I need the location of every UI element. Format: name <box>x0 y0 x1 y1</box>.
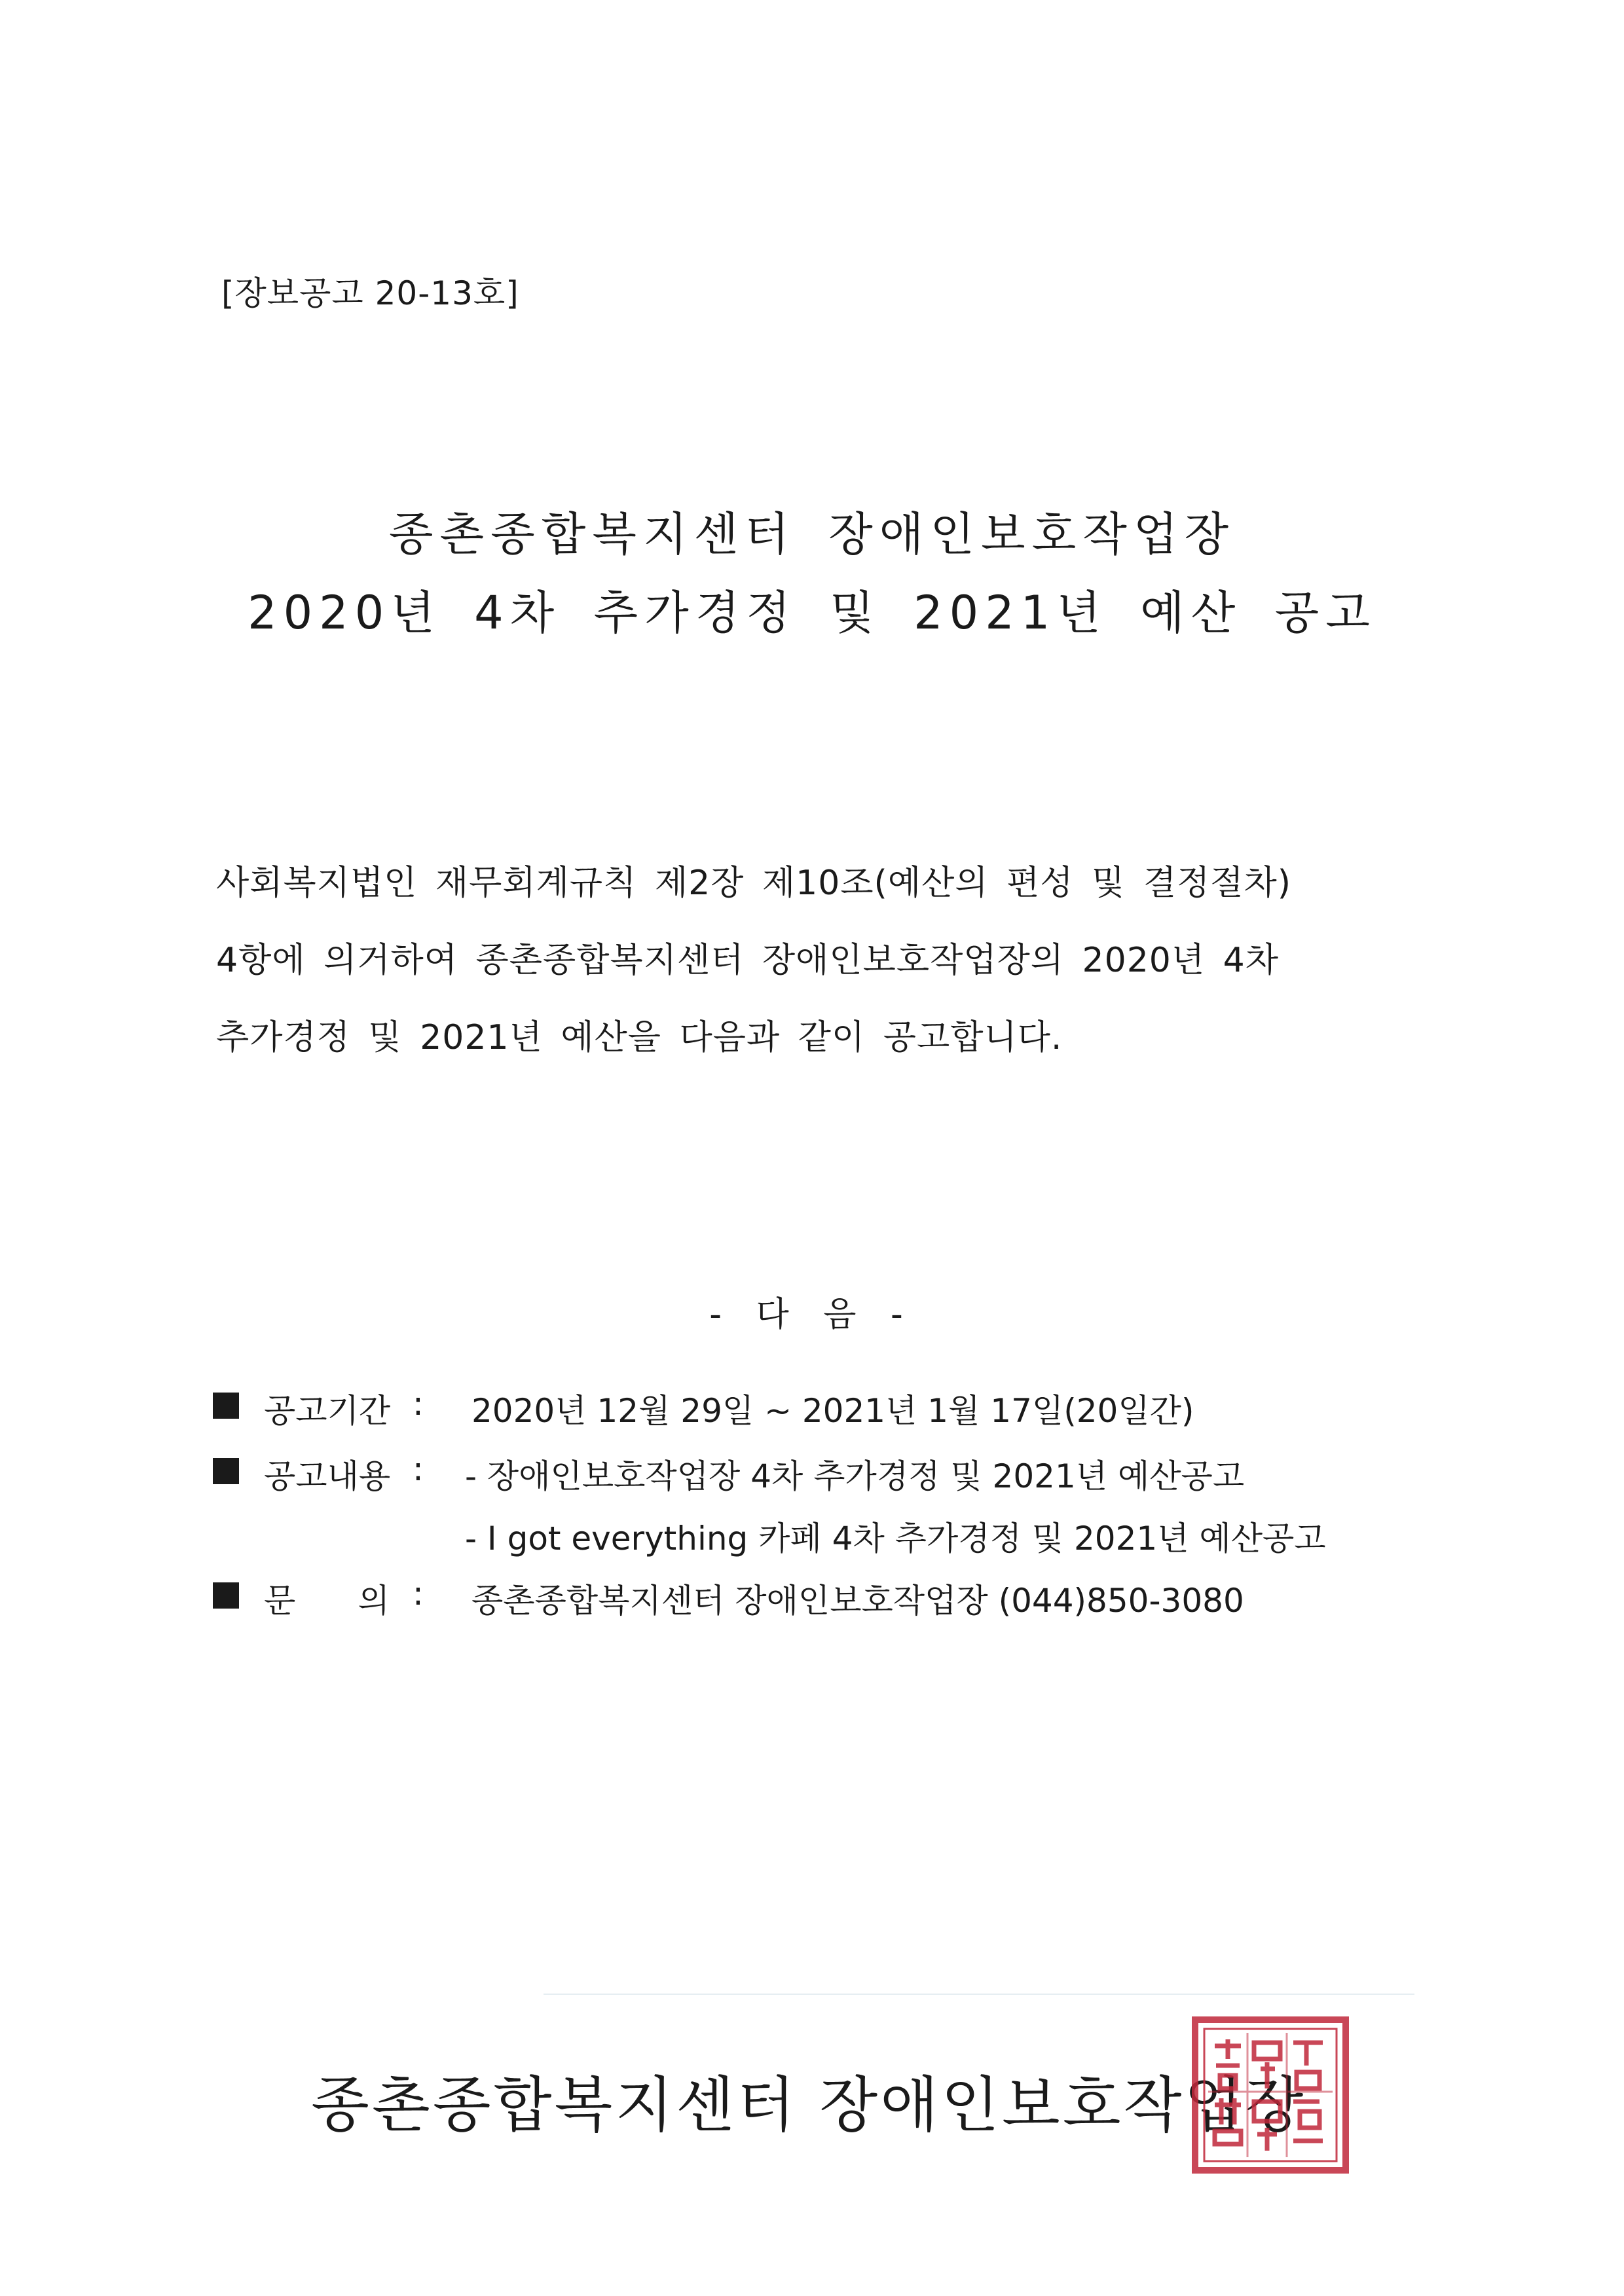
body-paragraph <box>216 845 1414 1076</box>
label-separator: : <box>413 1450 424 1488</box>
square-bullet-icon <box>213 1393 239 1419</box>
inquiry-label: 문 의 <box>264 1582 390 1620</box>
period-label: 공고기간 <box>264 1392 391 1430</box>
signature-organization: 종촌종합복지센터 장애인보호작업장 <box>311 2070 1306 2140</box>
period-value: 2020년 12월 29일 ~ 2021년 1월 17일(20일간) <box>471 1392 1194 1430</box>
paragraph-line: 사회복지법인 재무회계규칙 제2장 제10조(예산의 편성 및 결정절차) <box>216 864 1292 903</box>
content-label: 공고내용 <box>264 1457 391 1495</box>
label-separator: : <box>413 1575 424 1613</box>
square-bullet-icon <box>213 1458 239 1484</box>
square-bullet-icon <box>213 1582 239 1609</box>
divider <box>544 1994 1414 1995</box>
inquiry-value: 종촌종합복지센터 장애인보호작업장 (044)850-3080 <box>471 1582 1244 1620</box>
paragraph-line: 4항에 의거하여 종촌종합복지센터 장애인보호작업장의 2020년 4차 <box>216 941 1279 980</box>
content-item: - I got everything 카페 4차 추가경정 및 2021년 예산공고 <box>465 1520 1326 1558</box>
label-separator: : <box>413 1385 424 1423</box>
next-heading: - 다 음 - <box>709 1295 915 1334</box>
content-item: - 장애인보호작업장 4차 추가경정 및 2021년 예산공고 <box>465 1457 1245 1495</box>
paragraph-line: 추가경정 및 2021년 예산을 다음과 같이 공고합니다. <box>216 1018 1063 1057</box>
document-title-line1: 종촌종합복지센터 장애인보호작업장 <box>388 507 1236 561</box>
official-seal-stamp <box>1189 2013 1352 2177</box>
document-title-line2: 2020년 4차 추가경정 및 2021년 예산 공고 <box>248 586 1376 640</box>
document-number: [장보공고 20-13호] <box>221 274 519 312</box>
